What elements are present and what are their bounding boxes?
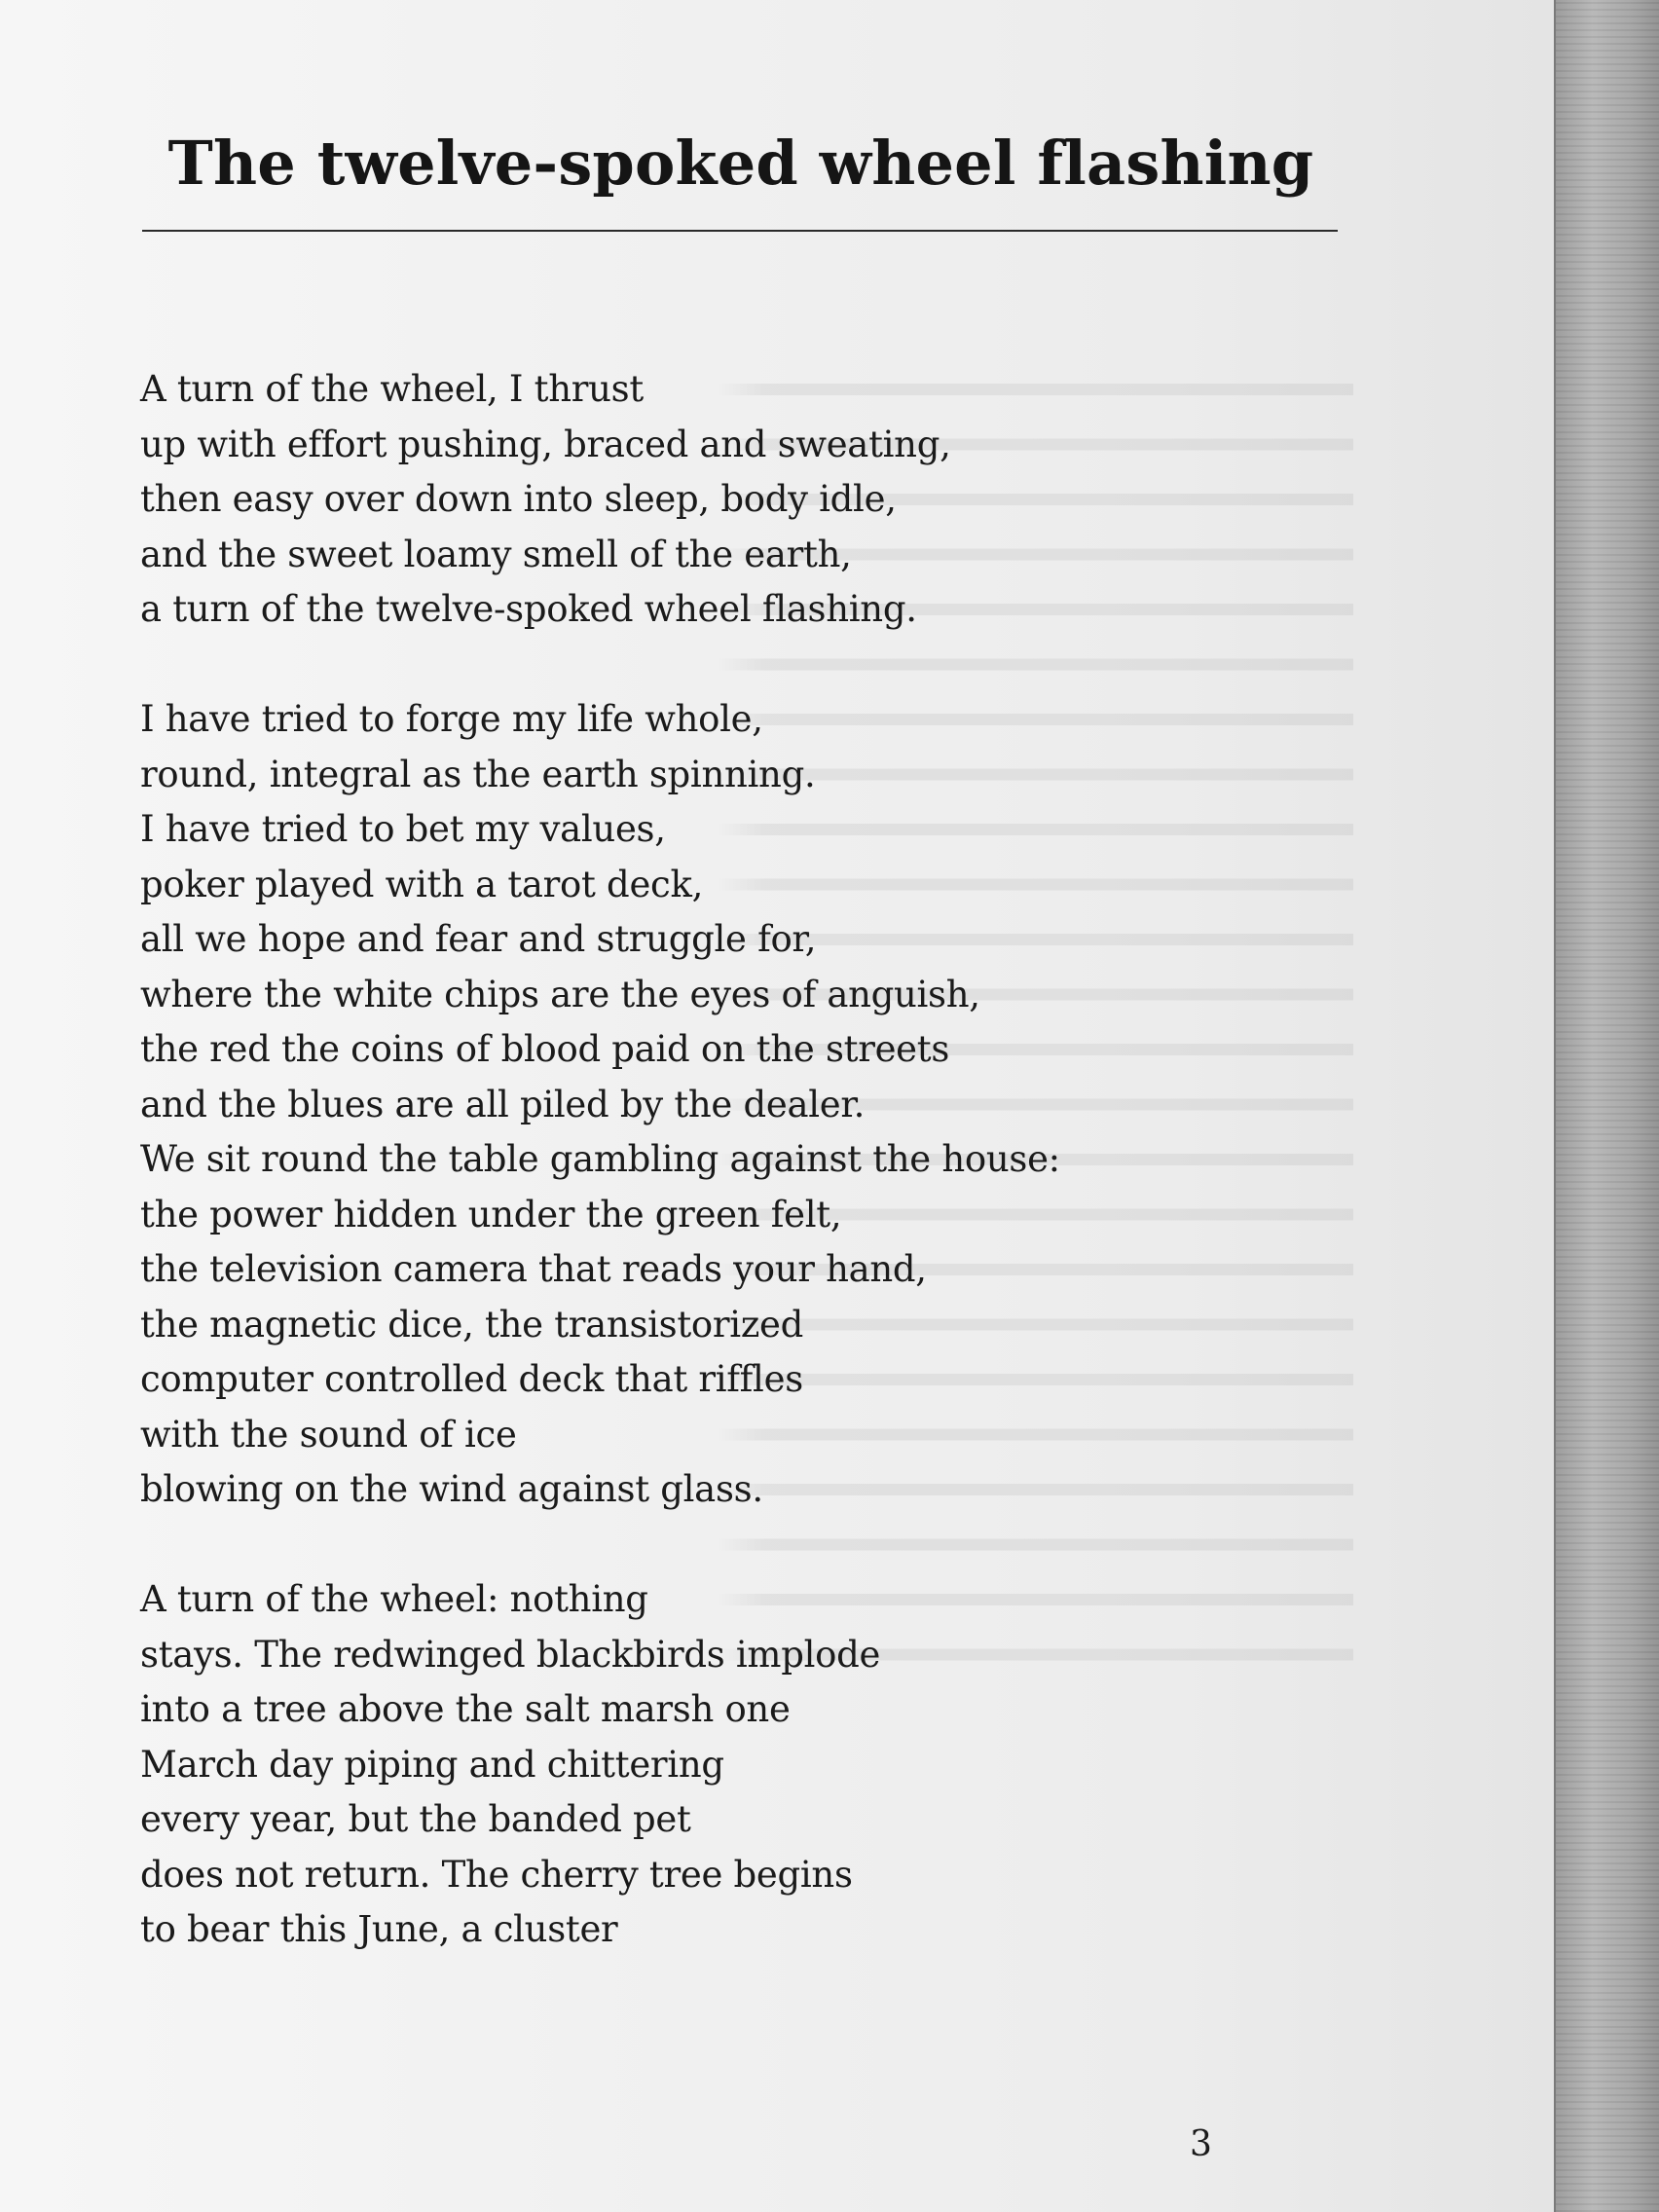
poem-line: where the white chips are the eyes of anguish, — [140, 973, 980, 1015]
poem-line: to bear this June, a cluster — [140, 1908, 618, 1950]
stanza-break — [140, 1518, 1211, 1573]
poem-line: every year, but the banded pet — [140, 1798, 691, 1840]
poem-line: and the blues are all piled by the dealer. — [140, 1083, 866, 1125]
poem-line: I have tried to forge my life whole, — [140, 698, 763, 740]
poem-line: March day piping and chittering — [140, 1743, 724, 1786]
poem-line: I have tried to bet my values, — [140, 808, 666, 850]
poem-line: and the sweet loamy smell of the earth, — [140, 533, 852, 575]
poem-line: all we hope and fear and struggle for, — [140, 918, 817, 960]
poem-line: the magnetic dice, the transistorized — [140, 1303, 804, 1346]
poem-line: the power hidden under the green felt, — [140, 1193, 842, 1235]
poem-line: into a tree above the salt marsh one — [140, 1688, 791, 1730]
book-page-edge — [1554, 0, 1659, 2212]
poem-line: A turn of the wheel: nothing — [140, 1578, 648, 1620]
poem-line: blowing on the wind against glass. — [140, 1468, 763, 1510]
page-number: 3 — [1190, 2124, 1212, 2164]
poem-line: round, integral as the earth spinning. — [140, 753, 816, 795]
stanza-break — [140, 638, 1211, 693]
poem-line: up with effort pushing, braced and sweating, — [140, 423, 951, 465]
poem-body — [140, 362, 1211, 1958]
poem-line: with the sound of ice — [140, 1413, 517, 1456]
poem-title: The twelve-spoked wheel flashing — [167, 128, 1314, 199]
poem-line: poker played with a tarot deck, — [140, 863, 704, 905]
poem-line: a turn of the twelve-spoked wheel flashing. — [140, 588, 917, 630]
poem-line: then easy over down into sleep, body idle, — [140, 478, 897, 520]
poem-line: the television camera that reads your hand, — [140, 1248, 927, 1290]
poem-line: computer controlled deck that riffles — [140, 1358, 803, 1400]
poem-line: A turn of the wheel, I thrust — [140, 368, 644, 410]
title-underline — [142, 230, 1338, 232]
poem-line: stays. The redwinged blackbirds implode — [140, 1633, 881, 1676]
poem-line: does not return. The cherry tree begins — [140, 1853, 853, 1896]
poem-line: the red the coins of blood paid on the streets — [140, 1028, 950, 1070]
poem-line: We sit round the table gambling against the house: — [140, 1138, 1060, 1180]
